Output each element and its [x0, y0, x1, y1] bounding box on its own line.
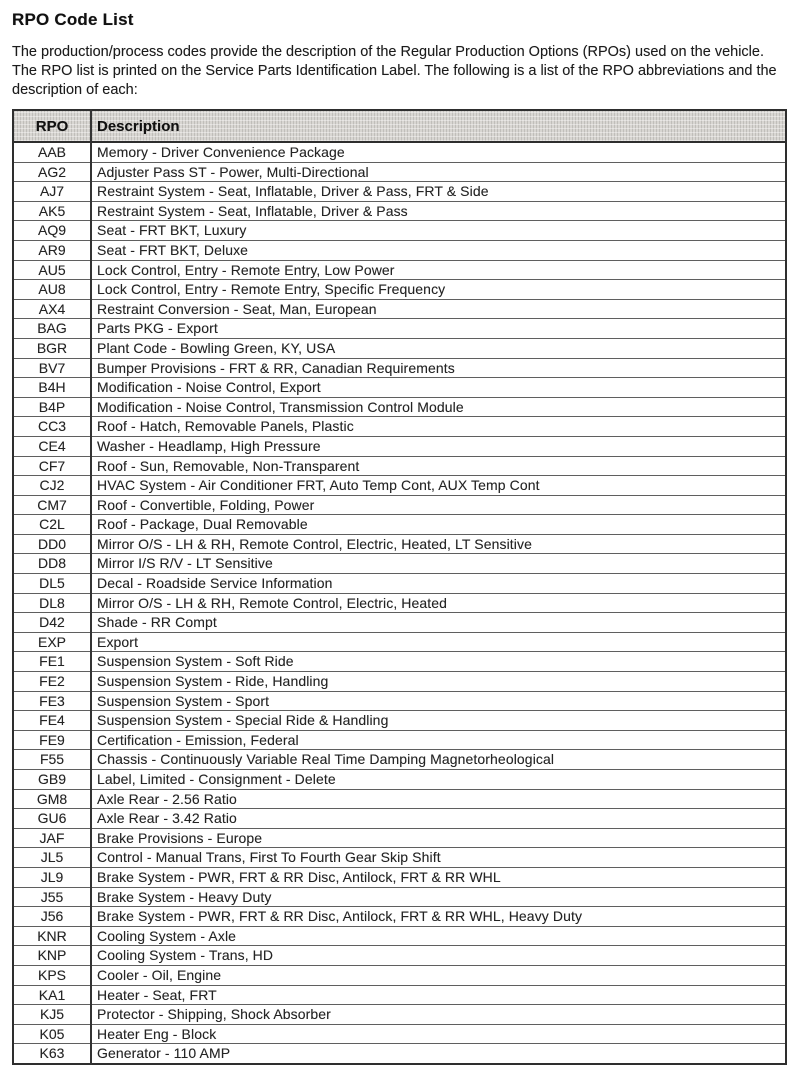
table-row [13, 240, 786, 260]
table-row [13, 985, 786, 1005]
rpo-code-cell: KJ5 [13, 1005, 91, 1025]
table-header-row [13, 110, 786, 142]
rpo-description-cell: Heater - Seat, FRT [91, 985, 786, 1005]
table-row [13, 946, 786, 966]
rpo-description-cell: Parts PKG - Export [91, 319, 786, 339]
table-row [13, 436, 786, 456]
rpo-description-cell: Brake System - Heavy Duty [91, 887, 786, 907]
rpo-description-cell: Certification - Emission, Federal [91, 730, 786, 750]
rpo-description-cell: Control - Manual Trans, First To Fourth Gear Skip Shift [91, 848, 786, 868]
table-row [13, 848, 786, 868]
rpo-description-cell: Bumper Provisions - FRT & RR, Canadian Requirements [91, 358, 786, 378]
rpo-description-cell: Shade - RR Compt [91, 613, 786, 633]
rpo-code-cell: EXP [13, 632, 91, 652]
table-row [13, 201, 786, 221]
rpo-code-cell: AU8 [13, 280, 91, 300]
rpo-code-cell: KA1 [13, 985, 91, 1005]
table-row [13, 417, 786, 437]
table-row [13, 515, 786, 535]
table-row [13, 1024, 786, 1044]
table-row [13, 142, 786, 162]
rpo-description-cell: Modification - Noise Control, Transmission Control Module [91, 397, 786, 417]
table-row [13, 534, 786, 554]
table-row [13, 162, 786, 182]
table-row [13, 750, 786, 770]
table-row [13, 1044, 786, 1064]
rpo-description-cell: Chassis - Continuously Variable Real Time Damping Magnetorheological [91, 750, 786, 770]
table-row [13, 182, 786, 202]
table-row [13, 358, 786, 378]
table-row [13, 907, 786, 927]
rpo-code-cell: K05 [13, 1024, 91, 1044]
table-row [13, 319, 786, 339]
rpo-code-cell: AK5 [13, 201, 91, 221]
table-row [13, 632, 786, 652]
rpo-description-cell: Roof - Hatch, Removable Panels, Plastic [91, 417, 786, 437]
rpo-table-body [13, 142, 786, 1064]
table-row [13, 770, 786, 790]
table-row [13, 691, 786, 711]
rpo-code-cell: CJ2 [13, 476, 91, 496]
rpo-code-cell: AX4 [13, 299, 91, 319]
rpo-code-cell: GM8 [13, 789, 91, 809]
rpo-description-cell: Suspension System - Soft Ride [91, 652, 786, 672]
rpo-description-cell: Heater Eng - Block [91, 1024, 786, 1044]
table-row [13, 338, 786, 358]
table-row [13, 1005, 786, 1025]
rpo-code-cell: JAF [13, 828, 91, 848]
rpo-description-cell: Roof - Convertible, Folding, Power [91, 495, 786, 515]
rpo-code-cell: AR9 [13, 240, 91, 260]
rpo-description-cell: Brake System - PWR, FRT & RR Disc, Antilock, FRT & RR WHL [91, 867, 786, 887]
rpo-description-cell: Suspension System - Special Ride & Handling [91, 711, 786, 731]
rpo-code-cell: FE9 [13, 730, 91, 750]
rpo-description-cell: Cooling System - Axle [91, 926, 786, 946]
rpo-description-cell: Restraint System - Seat, Inflatable, Driver & Pass, FRT & Side [91, 182, 786, 202]
table-row [13, 789, 786, 809]
rpo-code-cell: B4H [13, 378, 91, 398]
table-row [13, 593, 786, 613]
page-title: RPO Code List [12, 10, 134, 29]
table-row [13, 828, 786, 848]
rpo-code-cell: D42 [13, 613, 91, 633]
rpo-code-cell: GB9 [13, 770, 91, 790]
rpo-description-cell: Cooling System - Trans, HD [91, 946, 786, 966]
table-row [13, 652, 786, 672]
rpo-code-cell: CM7 [13, 495, 91, 515]
rpo-code-cell: F55 [13, 750, 91, 770]
rpo-description-cell: Seat - FRT BKT, Luxury [91, 221, 786, 241]
rpo-code-cell: J56 [13, 907, 91, 927]
intro-paragraph: The production/process codes provide the description of the Regular Production Options (RPOs) used on the vehicle. The RPO list is printed on the Service Parts Identification Label. The following is a list of the RPO abbreviations and the description of each: [12, 44, 777, 98]
table-row [13, 397, 786, 417]
table-row [13, 965, 786, 985]
rpo-description-cell: Decal - Roadside Service Information [91, 574, 786, 594]
rpo-description-cell: Plant Code - Bowling Green, KY, USA [91, 338, 786, 358]
rpo-code-cell: DD8 [13, 554, 91, 574]
rpo-code-cell: FE4 [13, 711, 91, 731]
rpo-code-cell: B4P [13, 397, 91, 417]
rpo-description-cell: HVAC System - Air Conditioner FRT, Auto Temp Cont, AUX Temp Cont [91, 476, 786, 496]
table-row [13, 867, 786, 887]
rpo-code-cell: AU5 [13, 260, 91, 280]
table-row [13, 730, 786, 750]
table-row [13, 613, 786, 633]
rpo-code-cell: BV7 [13, 358, 91, 378]
table-row [13, 378, 786, 398]
rpo-code-cell: FE3 [13, 691, 91, 711]
table-row [13, 456, 786, 476]
table-row [13, 887, 786, 907]
rpo-description-cell: Roof - Package, Dual Removable [91, 515, 786, 535]
rpo-description-cell: Memory - Driver Convenience Package [91, 142, 786, 162]
table-row [13, 221, 786, 241]
rpo-code-cell: KNP [13, 946, 91, 966]
rpo-code-cell: BGR [13, 338, 91, 358]
rpo-code-cell: FE1 [13, 652, 91, 672]
table-row [13, 574, 786, 594]
rpo-code-cell: AG2 [13, 162, 91, 182]
rpo-code-cell: BAG [13, 319, 91, 339]
column-header-description: Description [91, 110, 786, 142]
rpo-code-cell: C2L [13, 515, 91, 535]
rpo-description-cell: Lock Control, Entry - Remote Entry, Specific Frequency [91, 280, 786, 300]
rpo-code-cell: DD0 [13, 534, 91, 554]
table-row [13, 476, 786, 496]
rpo-description-cell: Washer - Headlamp, High Pressure [91, 436, 786, 456]
table-row [13, 926, 786, 946]
rpo-description-cell: Roof - Sun, Removable, Non-Transparent [91, 456, 786, 476]
rpo-description-cell: Export [91, 632, 786, 652]
rpo-code-cell: CE4 [13, 436, 91, 456]
rpo-description-cell: Mirror I/S R/V - LT Sensitive [91, 554, 786, 574]
rpo-description-cell: Suspension System - Ride, Handling [91, 672, 786, 692]
rpo-code-cell: CF7 [13, 456, 91, 476]
rpo-code-table [12, 109, 787, 1065]
table-header [13, 110, 786, 142]
rpo-description-cell: Seat - FRT BKT, Deluxe [91, 240, 786, 260]
table-row [13, 299, 786, 319]
rpo-description-cell: Label, Limited - Consignment - Delete [91, 770, 786, 790]
rpo-code-cell: CC3 [13, 417, 91, 437]
rpo-code-cell: KNR [13, 926, 91, 946]
table-row [13, 554, 786, 574]
rpo-code-cell: GU6 [13, 809, 91, 829]
rpo-description-cell: Mirror O/S - LH & RH, Remote Control, Electric, Heated [91, 593, 786, 613]
rpo-description-cell: Generator - 110 AMP [91, 1044, 786, 1064]
table-row [13, 809, 786, 829]
rpo-code-cell: AAB [13, 142, 91, 162]
rpo-description-cell: Suspension System - Sport [91, 691, 786, 711]
table-row [13, 260, 786, 280]
rpo-code-cell: JL5 [13, 848, 91, 868]
table-row [13, 711, 786, 731]
table-row [13, 672, 786, 692]
rpo-description-cell: Axle Rear - 3.42 Ratio [91, 809, 786, 829]
rpo-description-cell: Cooler - Oil, Engine [91, 965, 786, 985]
rpo-description-cell: Axle Rear - 2.56 Ratio [91, 789, 786, 809]
table-row [13, 495, 786, 515]
rpo-description-cell: Lock Control, Entry - Remote Entry, Low Power [91, 260, 786, 280]
rpo-description-cell: Restraint System - Seat, Inflatable, Driver & Pass [91, 201, 786, 221]
rpo-code-cell: DL5 [13, 574, 91, 594]
column-header-rpo: RPO [13, 110, 91, 142]
rpo-code-cell: AJ7 [13, 182, 91, 202]
rpo-description-cell: Adjuster Pass ST - Power, Multi-Directional [91, 162, 786, 182]
rpo-code-cell: J55 [13, 887, 91, 907]
rpo-code-cell: AQ9 [13, 221, 91, 241]
rpo-description-cell: Modification - Noise Control, Export [91, 378, 786, 398]
rpo-code-cell: JL9 [13, 867, 91, 887]
table-row [13, 280, 786, 300]
rpo-code-cell: KPS [13, 965, 91, 985]
rpo-description-cell: Restraint Conversion - Seat, Man, European [91, 299, 786, 319]
rpo-code-cell: K63 [13, 1044, 91, 1064]
rpo-description-cell: Mirror O/S - LH & RH, Remote Control, Electric, Heated, LT Sensitive [91, 534, 786, 554]
rpo-description-cell: Protector - Shipping, Shock Absorber [91, 1005, 786, 1025]
rpo-code-cell: DL8 [13, 593, 91, 613]
rpo-code-cell: FE2 [13, 672, 91, 692]
rpo-description-cell: Brake System - PWR, FRT & RR Disc, Antilock, FRT & RR WHL, Heavy Duty [91, 907, 786, 927]
rpo-description-cell: Brake Provisions - Europe [91, 828, 786, 848]
